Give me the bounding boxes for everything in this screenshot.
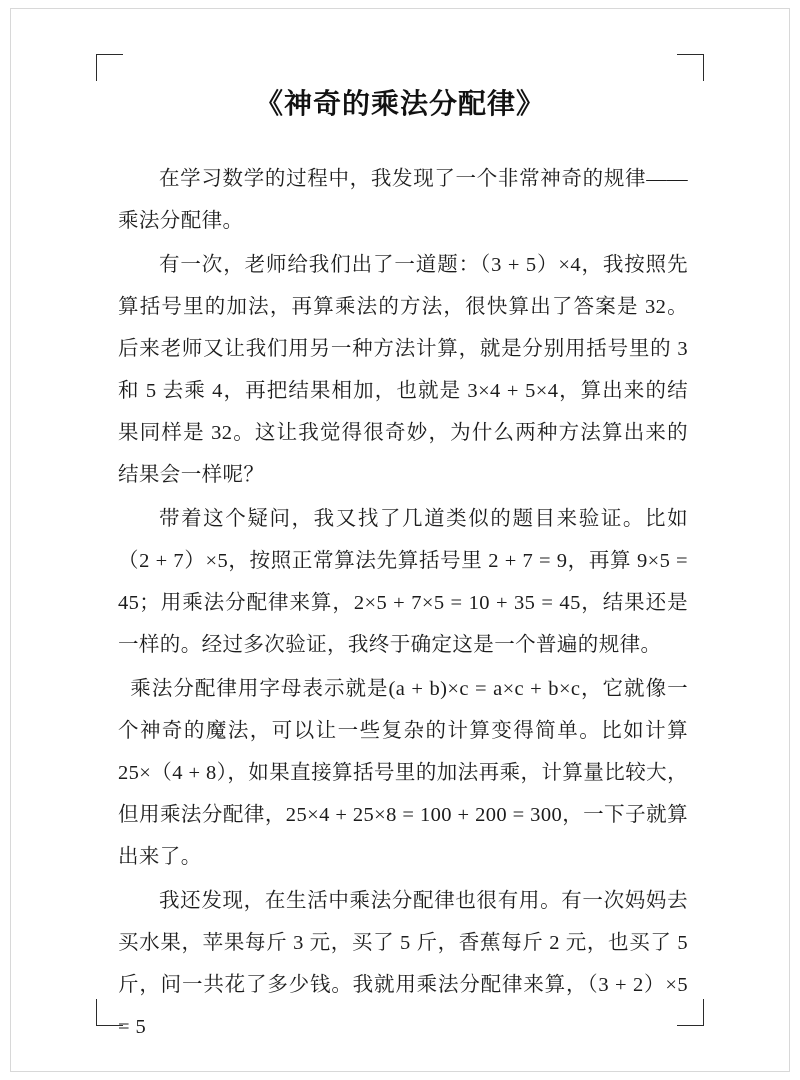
paragraph-2: 有一次，老师给我们出了一道题：（3 + 5）×4，我按照先算括号里的加法，再算乘法的方法，很快算出了答案是 32。后来老师又让我们用另一种方法计算，就是分别用括号里的 3 和 5 去乘 4，再把结果相加，也就是 3×4 + 5×4，算出来的结果同样是 32。这让我觉得很奇妙，为什么两种方法算出来的结果会一样呢？ xyxy=(118,254,688,486)
paragraph-5: 我还发现，在生活中乘法分配律也很有用。有一次妈妈去买水果，苹果每斤 3 元，买了 5 斤，香蕉每斤 2 元，也买了 5 斤，问一共花了多少钱。我就用乘法分配律来算，（3 + 2）×5 = 5 xyxy=(118,890,688,1038)
document-body xyxy=(96,158,704,1048)
document-content xyxy=(96,54,704,1038)
paragraph-3: 带着这个疑问，我又找了几道类似的题目来验证。比如（2 + 7）×5，按照正常算法先算括号里 2 + 7 = 9，再算 9×5 = 45；用乘法分配律来算，2×5 + 7×5 = 10 + 35 = 45，结果还是一样的。经过多次验证，我终于确定这是一个普遍的规律。 xyxy=(118,508,688,656)
paragraph-4: 乘法分配律用字母表示就是(a + b)×c = a×c + b×c，它就像一个神奇的魔法，可以让一些复杂的计算变得简单。比如计算 25×（4 + 8），如果直接算括号里的加法再乘，计算量比较大，但用乘法分配律，25×4 + 25×8 = 100 + 200 = 300，一下子就算出来了。 xyxy=(118,678,688,868)
page-title: 《神奇的乘法分配律》 xyxy=(254,89,545,120)
paragraph-1: 在学习数学的过程中，我发现了一个非常神奇的规律——乘法分配律。 xyxy=(118,168,688,232)
